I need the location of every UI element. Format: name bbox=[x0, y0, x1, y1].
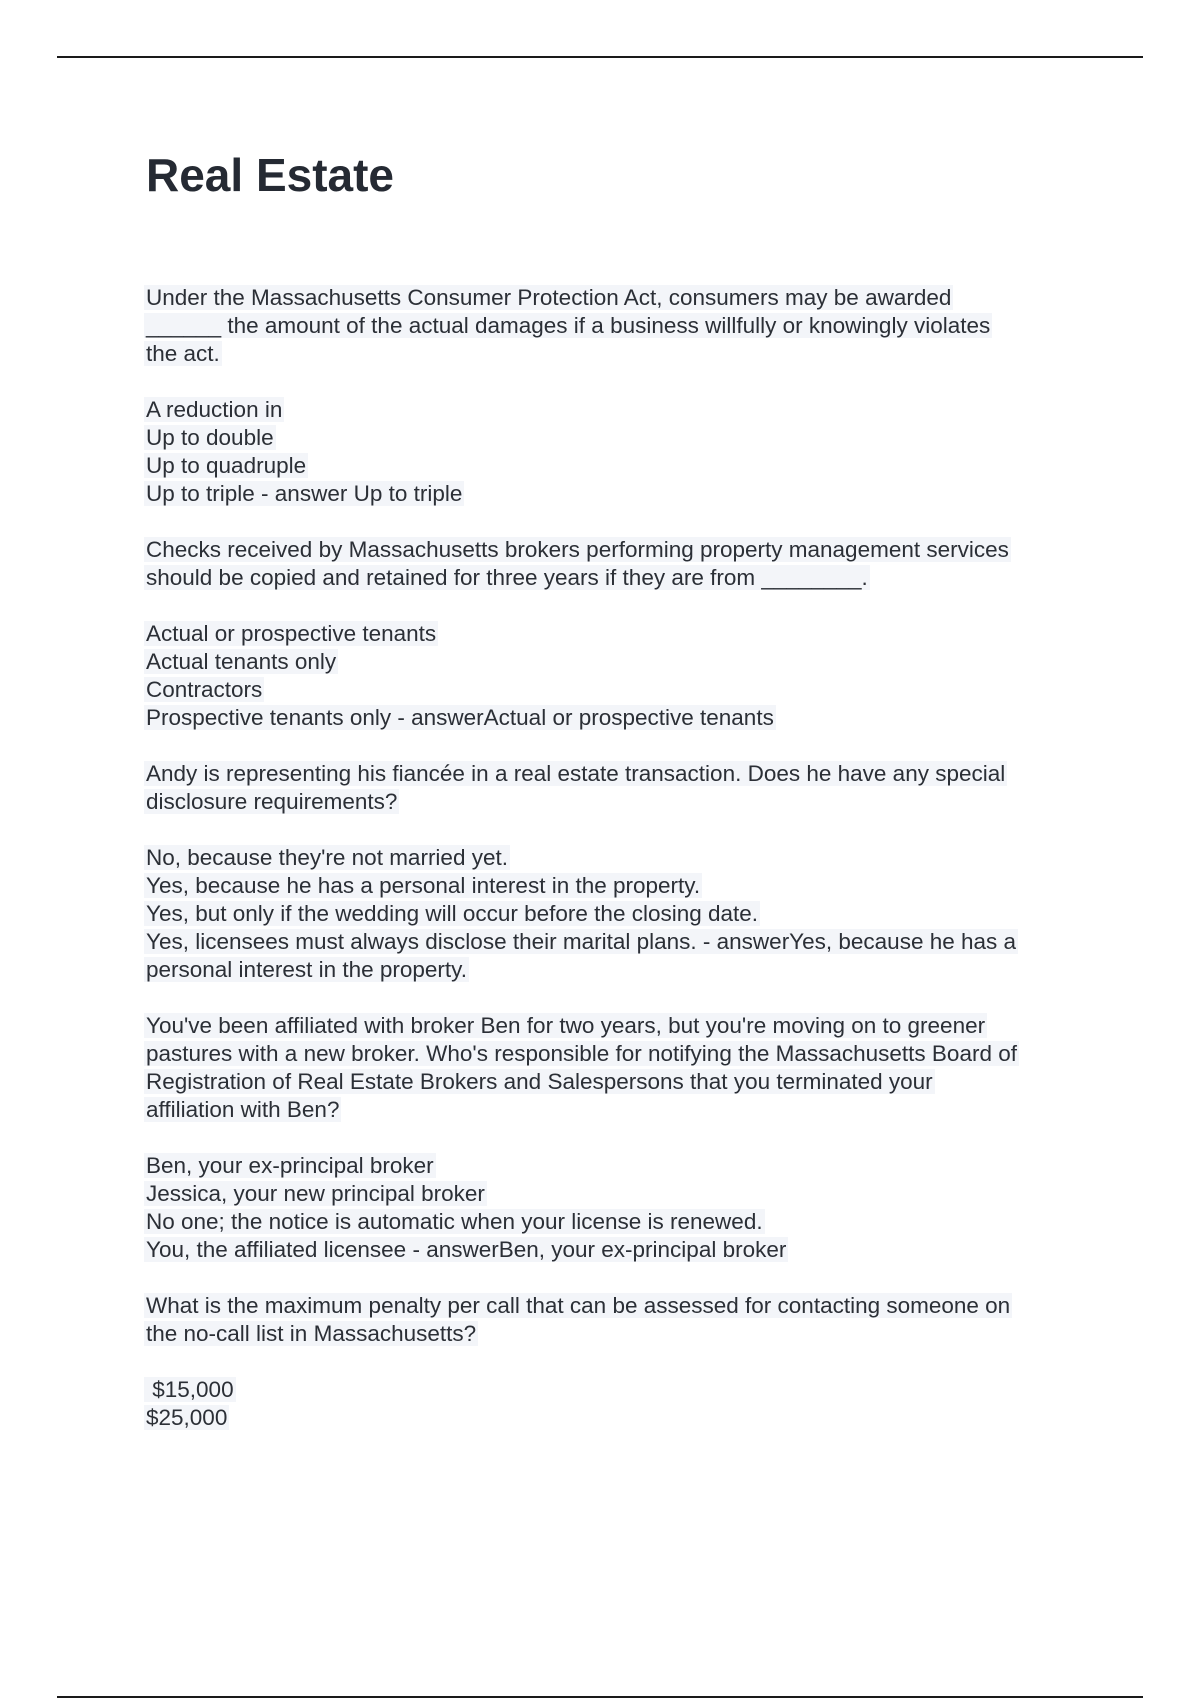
text-line: the act. bbox=[146, 341, 220, 366]
text-line: Up to triple - answer Up to triple bbox=[146, 481, 463, 506]
text-line: Up to double bbox=[146, 425, 274, 450]
text-line: $25,000 bbox=[146, 1405, 228, 1430]
text-line: Prospective tenants only - answerActual or prospective tenants bbox=[146, 705, 774, 730]
text-line: Yes, licensees must always disclose their marital plans. - answerYes, because he has a bbox=[146, 929, 1017, 954]
text-line: Yes, but only if the wedding will occur before the closing date. bbox=[146, 901, 759, 926]
bottom-rule bbox=[57, 1696, 1143, 1698]
text-line: Actual tenants only bbox=[146, 649, 337, 674]
text-line: No, because they're not married yet. bbox=[146, 845, 508, 870]
text-line: should be copied and retained for three years if they are from ________. bbox=[146, 565, 868, 590]
text-line: Contractors bbox=[146, 677, 263, 702]
text-line: Up to quadruple bbox=[146, 453, 307, 478]
text-line: Yes, because he has a personal interest in the property. bbox=[146, 873, 701, 898]
document-body bbox=[146, 284, 1106, 1460]
text-line: personal interest in the property. bbox=[146, 957, 468, 982]
text-line: Ben, your ex-principal broker bbox=[146, 1153, 434, 1178]
text-line: ______ the amount of the actual damages if a business willfully or knowingly violates bbox=[146, 313, 991, 338]
text-line: the no-call list in Massachusetts? bbox=[146, 1321, 477, 1346]
text-line: What is the maximum penalty per call that can be assessed for contacting someone on bbox=[146, 1293, 1011, 1318]
text-line: $15,000 bbox=[146, 1377, 234, 1402]
answer-options bbox=[146, 844, 1106, 984]
text-line: Andy is representing his fiancée in a real estate transaction. Does he have any special bbox=[146, 761, 1006, 786]
page-title: Real Estate bbox=[146, 149, 395, 201]
answer-options bbox=[146, 1152, 1106, 1264]
text-line: Under the Massachusetts Consumer Protection Act, consumers may be awarded bbox=[146, 285, 952, 310]
text-line: Jessica, your new principal broker bbox=[146, 1181, 485, 1206]
question-paragraph bbox=[146, 1292, 1106, 1348]
top-rule bbox=[57, 56, 1143, 58]
text-line: affiliation with Ben? bbox=[146, 1097, 340, 1122]
answer-options bbox=[146, 1376, 1106, 1432]
question-paragraph bbox=[146, 536, 1106, 592]
answer-options bbox=[146, 620, 1106, 732]
question-paragraph bbox=[146, 1012, 1106, 1124]
text-line: Actual or prospective tenants bbox=[146, 621, 437, 646]
text-line: You've been affiliated with broker Ben for two years, but you're moving on to greener bbox=[146, 1013, 986, 1038]
text-line: Checks received by Massachusetts brokers performing property management services bbox=[146, 537, 1009, 562]
text-line: Registration of Real Estate Brokers and Salespersons that you terminated your bbox=[146, 1069, 933, 1094]
answer-options bbox=[146, 396, 1106, 508]
question-paragraph bbox=[146, 760, 1106, 816]
question-paragraph bbox=[146, 284, 1106, 368]
text-line: pastures with a new broker. Who's responsible for notifying the Massachusetts Board of bbox=[146, 1041, 1017, 1066]
text-line: disclosure requirements? bbox=[146, 789, 398, 814]
text-line: No one; the notice is automatic when your license is renewed. bbox=[146, 1209, 763, 1234]
text-line: A reduction in bbox=[146, 397, 283, 422]
text-line: You, the affiliated licensee - answerBen, your ex-principal broker bbox=[146, 1237, 787, 1262]
